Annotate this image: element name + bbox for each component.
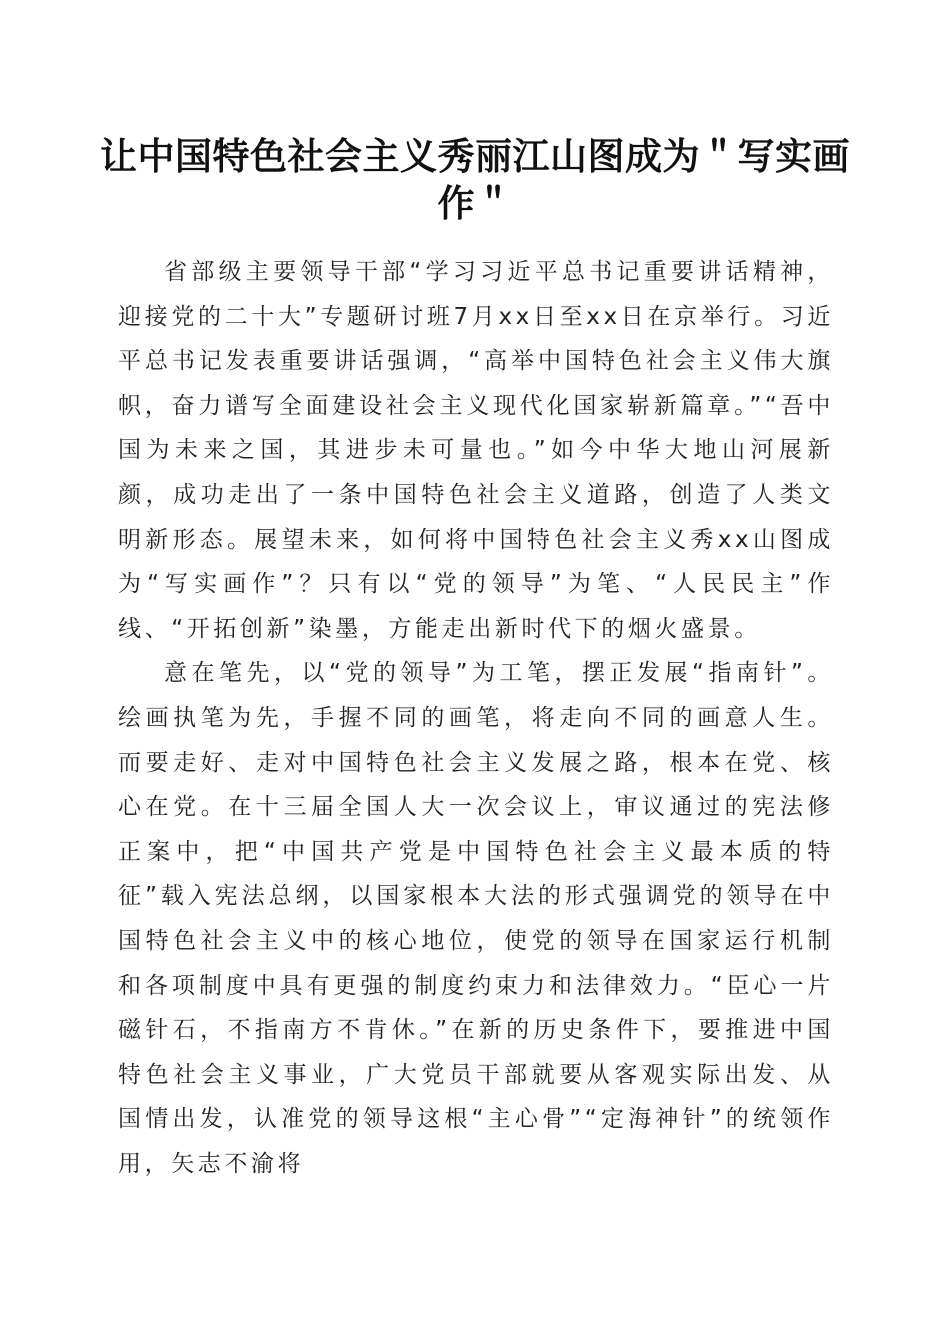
document-body [118,250,834,1186]
document-title: 让中国特色社会主义秀丽江山图成为＂写实画作＂ [100,134,850,225]
paragraph: 意在笔先，以“党的领导”为工笔，摆正发展“指南针”。绘画执笔为先，手握不同的画笔，将走向不同的画意人生。而要走好、走对中国特色社会主义发展之路，根本在党、核心在党。在十三届全国人大一次会议上，审议通过的宪法修正案中，把“中国共产党是中国特色社会主义最本质的特征”载入宪法总纲，以国家根本大法的形式强调党的领导在中国特色社会主义中的核心地位，使党的领导在国家运行机制和各项制度中具有更强的制度约束力和法律效力。“臣心一片磁针石，不指南方不肯休。”在新的历史条件下，要推进中国特色社会主义事业，广大党员干部就要从客观实际出发、从国情出发，认准党的领导这根“主心骨”“定海神针”的统领作用，矢志不渝将 [118,660,834,1177]
paragraph: 省部级主要领导干部“学习习近平总书记重要讲话精神，迎接党的二十大”专题研讨班7月xx日至xx日在京举行。习近平总书记发表重要讲话强调，“高举中国特色社会主义伟大旗帜，奋力谱写全面建设社会主义现代化国家崭新篇章。”“吾中国为未来之国，其进步未可量也。”如今中华大地山河展新颜，成功走出了一条中国特色社会主义道路，创造了人类文明新形态。展望未来，如何将中国特色社会主义秀xx山图成为“写实画作”？只有以“党的领导”为笔、“人民民主”作线、“开拓创新”染墨，方能走出新时代下的烟火盛景。 [118,259,834,642]
